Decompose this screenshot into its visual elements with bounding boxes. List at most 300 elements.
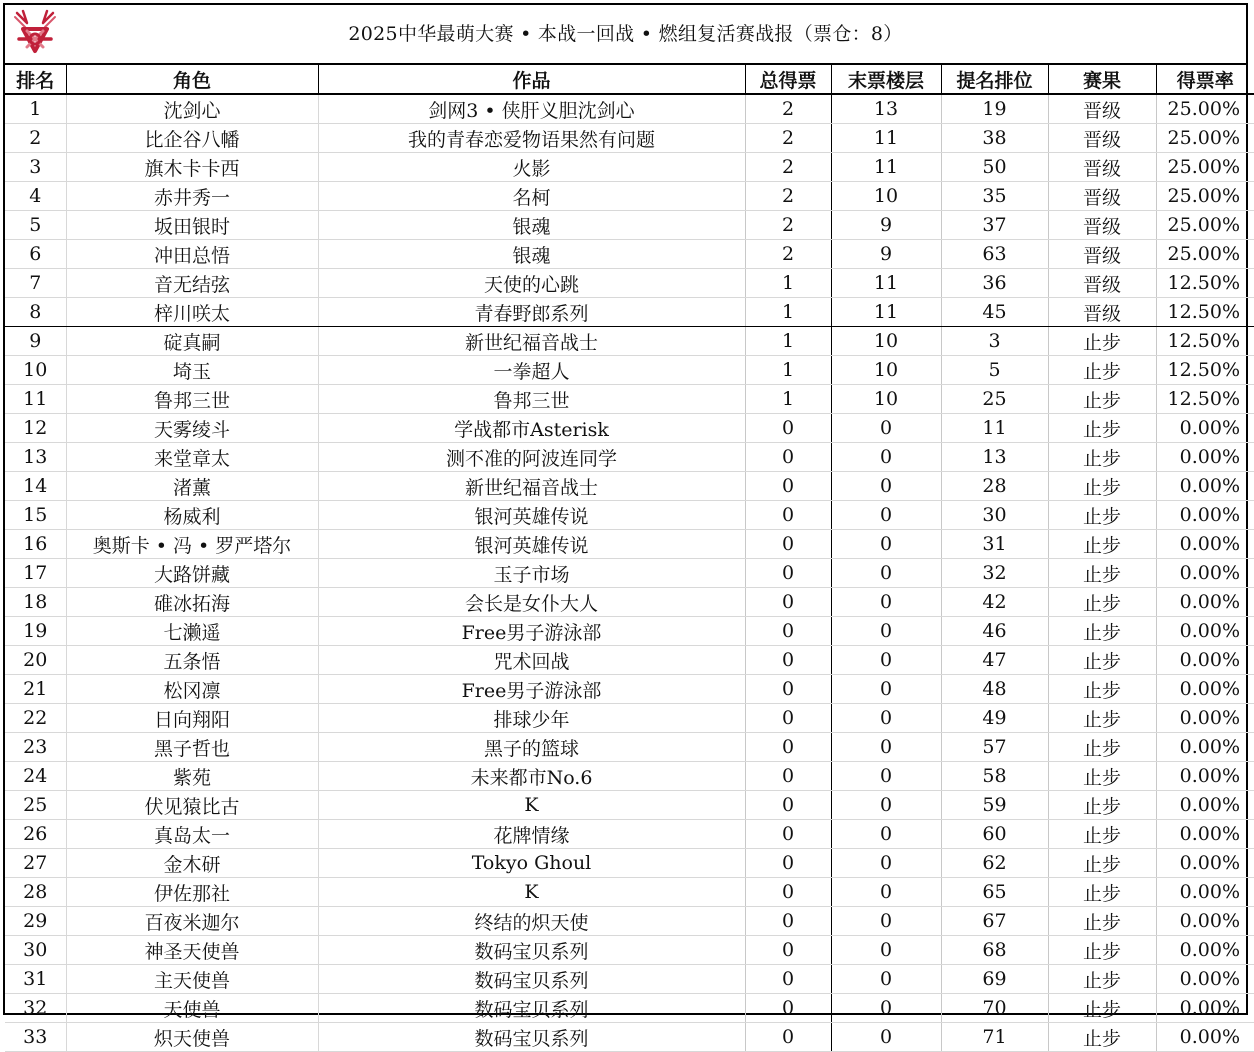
total-votes-cell: 0 bbox=[745, 443, 831, 472]
nomination-rank-cell: 45 bbox=[941, 298, 1048, 327]
nomination-rank-cell: 71 bbox=[941, 1023, 1048, 1052]
total-votes-cell: 0 bbox=[745, 878, 831, 907]
result-cell: 止步 bbox=[1048, 704, 1156, 733]
last-vote-floor-cell: 0 bbox=[831, 907, 941, 936]
table-row bbox=[5, 94, 1254, 124]
table-row bbox=[5, 385, 1254, 414]
nomination-rank-cell: 28 bbox=[941, 472, 1048, 501]
total-votes-cell: 2 bbox=[745, 211, 831, 240]
rank-cell: 29 bbox=[5, 907, 66, 936]
last-vote-floor-cell: 10 bbox=[831, 356, 941, 385]
vote-rate-cell: 0.00% bbox=[1156, 530, 1254, 559]
result-cell: 晋级 bbox=[1048, 211, 1156, 240]
result-cell: 晋级 bbox=[1048, 269, 1156, 298]
vote-rate-cell: 0.00% bbox=[1156, 907, 1254, 936]
work-cell: 数码宝贝系列 bbox=[318, 994, 745, 1023]
character-cell: 杨威利 bbox=[66, 501, 318, 530]
nomination-rank-cell: 68 bbox=[941, 936, 1048, 965]
table-row bbox=[5, 994, 1254, 1023]
work-cell: 银河英雄传说 bbox=[318, 530, 745, 559]
total-votes-cell: 0 bbox=[745, 820, 831, 849]
result-cell: 止步 bbox=[1048, 501, 1156, 530]
work-cell: Free男子游泳部 bbox=[318, 675, 745, 704]
nomination-rank-cell: 59 bbox=[941, 791, 1048, 820]
work-cell: 终结的炽天使 bbox=[318, 907, 745, 936]
last-vote-floor-cell: 0 bbox=[831, 704, 941, 733]
last-vote-floor-cell: 0 bbox=[831, 646, 941, 675]
table-row bbox=[5, 530, 1254, 559]
total-votes-cell: 1 bbox=[745, 385, 831, 414]
work-cell: 黑子的篮球 bbox=[318, 733, 745, 762]
vote-rate-cell: 0.00% bbox=[1156, 675, 1254, 704]
nomination-rank-cell: 70 bbox=[941, 994, 1048, 1023]
rank-cell: 7 bbox=[5, 269, 66, 298]
work-cell: 剑网3 • 侠肝义胆沈剑心 bbox=[318, 94, 745, 124]
work-cell: 排球少年 bbox=[318, 704, 745, 733]
result-cell: 止步 bbox=[1048, 559, 1156, 588]
results-table bbox=[5, 65, 1254, 1052]
character-cell: 松冈凛 bbox=[66, 675, 318, 704]
rank-cell: 13 bbox=[5, 443, 66, 472]
rank-cell: 21 bbox=[5, 675, 66, 704]
table-row bbox=[5, 646, 1254, 675]
header-result: 赛果 bbox=[1048, 65, 1156, 94]
total-votes-cell: 1 bbox=[745, 298, 831, 327]
rank-cell: 24 bbox=[5, 762, 66, 791]
rank-cell: 1 bbox=[5, 94, 66, 124]
character-cell: 坂田银时 bbox=[66, 211, 318, 240]
page-title: 2025中华最萌大赛 • 本战一回战 • 燃组复活赛战报（票仓：8） bbox=[348, 23, 903, 45]
total-votes-cell: 2 bbox=[745, 153, 831, 182]
result-cell: 止步 bbox=[1048, 675, 1156, 704]
vote-rate-cell: 0.00% bbox=[1156, 762, 1254, 791]
nomination-rank-cell: 48 bbox=[941, 675, 1048, 704]
total-votes-cell: 0 bbox=[745, 907, 831, 936]
character-cell: 日向翔阳 bbox=[66, 704, 318, 733]
rank-cell: 25 bbox=[5, 791, 66, 820]
header-total-votes: 总得票 bbox=[745, 65, 831, 94]
table-row bbox=[5, 501, 1254, 530]
last-vote-floor-cell: 9 bbox=[831, 240, 941, 269]
vote-rate-cell: 0.00% bbox=[1156, 1023, 1254, 1052]
table-row bbox=[5, 907, 1254, 936]
table-row bbox=[5, 240, 1254, 269]
last-vote-floor-cell: 0 bbox=[831, 472, 941, 501]
character-cell: 天雾绫斗 bbox=[66, 414, 318, 443]
total-votes-cell: 1 bbox=[745, 327, 831, 356]
vote-rate-cell: 25.00% bbox=[1156, 153, 1254, 182]
work-cell: 花牌情缘 bbox=[318, 820, 745, 849]
total-votes-cell: 2 bbox=[745, 240, 831, 269]
table-row bbox=[5, 878, 1254, 907]
vote-rate-cell: 25.00% bbox=[1156, 211, 1254, 240]
nomination-rank-cell: 47 bbox=[941, 646, 1048, 675]
result-cell: 止步 bbox=[1048, 530, 1156, 559]
table-row bbox=[5, 617, 1254, 646]
character-cell: 神圣天使兽 bbox=[66, 936, 318, 965]
result-cell: 止步 bbox=[1048, 762, 1156, 791]
vote-rate-cell: 0.00% bbox=[1156, 733, 1254, 762]
header-character: 角色 bbox=[66, 65, 318, 94]
table-row bbox=[5, 936, 1254, 965]
vote-rate-cell: 0.00% bbox=[1156, 617, 1254, 646]
total-votes-cell: 2 bbox=[745, 124, 831, 153]
rank-cell: 31 bbox=[5, 965, 66, 994]
result-cell: 止步 bbox=[1048, 878, 1156, 907]
header-vote-rate: 得票率 bbox=[1156, 65, 1254, 94]
work-cell: 银河英雄传说 bbox=[318, 501, 745, 530]
result-cell: 止步 bbox=[1048, 588, 1156, 617]
character-cell: 比企谷八幡 bbox=[66, 124, 318, 153]
total-votes-cell: 2 bbox=[745, 94, 831, 124]
result-cell: 晋级 bbox=[1048, 153, 1156, 182]
rank-cell: 14 bbox=[5, 472, 66, 501]
last-vote-floor-cell: 10 bbox=[831, 327, 941, 356]
header-rank: 排名 bbox=[5, 65, 66, 94]
title-bar bbox=[5, 5, 1246, 65]
nomination-rank-cell: 31 bbox=[941, 530, 1048, 559]
last-vote-floor-cell: 0 bbox=[831, 530, 941, 559]
vote-rate-cell: 12.50% bbox=[1156, 356, 1254, 385]
character-cell: 百夜米迦尔 bbox=[66, 907, 318, 936]
last-vote-floor-cell: 11 bbox=[831, 298, 941, 327]
table-row bbox=[5, 443, 1254, 472]
last-vote-floor-cell: 10 bbox=[831, 385, 941, 414]
table-row bbox=[5, 704, 1254, 733]
nomination-rank-cell: 46 bbox=[941, 617, 1048, 646]
total-votes-cell: 0 bbox=[745, 472, 831, 501]
vote-rate-cell: 25.00% bbox=[1156, 124, 1254, 153]
total-votes-cell: 2 bbox=[745, 182, 831, 211]
total-votes-cell: 0 bbox=[745, 791, 831, 820]
vote-rate-cell: 12.50% bbox=[1156, 298, 1254, 327]
rank-cell: 26 bbox=[5, 820, 66, 849]
rank-cell: 2 bbox=[5, 124, 66, 153]
character-cell: 梓川咲太 bbox=[66, 298, 318, 327]
nomination-rank-cell: 65 bbox=[941, 878, 1048, 907]
work-cell: 玉子市场 bbox=[318, 559, 745, 588]
work-cell: 数码宝贝系列 bbox=[318, 936, 745, 965]
work-cell: 鲁邦三世 bbox=[318, 385, 745, 414]
result-cell: 止步 bbox=[1048, 733, 1156, 762]
last-vote-floor-cell: 0 bbox=[831, 733, 941, 762]
rank-cell: 27 bbox=[5, 849, 66, 878]
result-cell: 晋级 bbox=[1048, 182, 1156, 211]
work-cell: 青春野郎系列 bbox=[318, 298, 745, 327]
table-row bbox=[5, 298, 1254, 327]
work-cell: Free男子游泳部 bbox=[318, 617, 745, 646]
total-votes-cell: 0 bbox=[745, 965, 831, 994]
result-cell: 止步 bbox=[1048, 791, 1156, 820]
character-cell: 埼玉 bbox=[66, 356, 318, 385]
total-votes-cell: 0 bbox=[745, 762, 831, 791]
result-cell: 晋级 bbox=[1048, 240, 1156, 269]
nomination-rank-cell: 35 bbox=[941, 182, 1048, 211]
rank-cell: 11 bbox=[5, 385, 66, 414]
nomination-rank-cell: 36 bbox=[941, 269, 1048, 298]
last-vote-floor-cell: 0 bbox=[831, 559, 941, 588]
result-cell: 止步 bbox=[1048, 414, 1156, 443]
character-cell: 碇真嗣 bbox=[66, 327, 318, 356]
total-votes-cell: 0 bbox=[745, 588, 831, 617]
nomination-rank-cell: 38 bbox=[941, 124, 1048, 153]
table-row bbox=[5, 182, 1254, 211]
character-cell: 五条悟 bbox=[66, 646, 318, 675]
rank-cell: 10 bbox=[5, 356, 66, 385]
character-cell: 渚薰 bbox=[66, 472, 318, 501]
rank-cell: 30 bbox=[5, 936, 66, 965]
table-row bbox=[5, 762, 1254, 791]
vote-rate-cell: 0.00% bbox=[1156, 501, 1254, 530]
result-cell: 止步 bbox=[1048, 472, 1156, 501]
result-cell: 止步 bbox=[1048, 327, 1156, 356]
character-cell: 天使兽 bbox=[66, 994, 318, 1023]
header-work: 作品 bbox=[318, 65, 745, 94]
table-row bbox=[5, 269, 1254, 298]
vote-rate-cell: 0.00% bbox=[1156, 443, 1254, 472]
table-row bbox=[5, 124, 1254, 153]
work-cell: 天使的心跳 bbox=[318, 269, 745, 298]
character-cell: 紫苑 bbox=[66, 762, 318, 791]
rank-cell: 33 bbox=[5, 1023, 66, 1052]
character-cell: 碓冰拓海 bbox=[66, 588, 318, 617]
work-cell: 未来都市No.6 bbox=[318, 762, 745, 791]
nomination-rank-cell: 60 bbox=[941, 820, 1048, 849]
last-vote-floor-cell: 13 bbox=[831, 94, 941, 124]
last-vote-floor-cell: 11 bbox=[831, 269, 941, 298]
character-cell: 七濑遥 bbox=[66, 617, 318, 646]
work-cell: K bbox=[318, 791, 745, 820]
rank-cell: 3 bbox=[5, 153, 66, 182]
work-cell: Tokyo Ghoul bbox=[318, 849, 745, 878]
total-votes-cell: 0 bbox=[745, 559, 831, 588]
nomination-rank-cell: 25 bbox=[941, 385, 1048, 414]
vote-rate-cell: 12.50% bbox=[1156, 385, 1254, 414]
result-cell: 止步 bbox=[1048, 820, 1156, 849]
work-cell: 会长是女仆大人 bbox=[318, 588, 745, 617]
nomination-rank-cell: 62 bbox=[941, 849, 1048, 878]
vote-rate-cell: 0.00% bbox=[1156, 936, 1254, 965]
vote-rate-cell: 0.00% bbox=[1156, 414, 1254, 443]
total-votes-cell: 1 bbox=[745, 356, 831, 385]
vote-rate-cell: 0.00% bbox=[1156, 994, 1254, 1023]
result-cell: 止步 bbox=[1048, 1023, 1156, 1052]
table-row bbox=[5, 356, 1254, 385]
table-row bbox=[5, 153, 1254, 182]
last-vote-floor-cell: 0 bbox=[831, 820, 941, 849]
work-cell: 新世纪福音战士 bbox=[318, 472, 745, 501]
total-votes-cell: 0 bbox=[745, 733, 831, 762]
character-cell: 金木研 bbox=[66, 849, 318, 878]
character-cell: 黑子哲也 bbox=[66, 733, 318, 762]
vote-rate-cell: 0.00% bbox=[1156, 646, 1254, 675]
total-votes-cell: 0 bbox=[745, 501, 831, 530]
work-cell: 数码宝贝系列 bbox=[318, 1023, 745, 1052]
last-vote-floor-cell: 0 bbox=[831, 965, 941, 994]
character-cell: 旗木卡卡西 bbox=[66, 153, 318, 182]
rank-cell: 9 bbox=[5, 327, 66, 356]
vote-rate-cell: 0.00% bbox=[1156, 820, 1254, 849]
rank-cell: 16 bbox=[5, 530, 66, 559]
work-cell: 名柯 bbox=[318, 182, 745, 211]
table-row bbox=[5, 820, 1254, 849]
nomination-rank-cell: 57 bbox=[941, 733, 1048, 762]
character-cell: 主天使兽 bbox=[66, 965, 318, 994]
nomination-rank-cell: 58 bbox=[941, 762, 1048, 791]
last-vote-floor-cell: 11 bbox=[831, 124, 941, 153]
result-cell: 止步 bbox=[1048, 617, 1156, 646]
header-nomination-rank: 提名排位 bbox=[941, 65, 1048, 94]
last-vote-floor-cell: 0 bbox=[831, 762, 941, 791]
nomination-rank-cell: 69 bbox=[941, 965, 1048, 994]
vote-rate-cell: 0.00% bbox=[1156, 559, 1254, 588]
nomination-rank-cell: 32 bbox=[941, 559, 1048, 588]
work-cell: 数码宝贝系列 bbox=[318, 965, 745, 994]
result-cell: 止步 bbox=[1048, 994, 1156, 1023]
rank-cell: 23 bbox=[5, 733, 66, 762]
character-cell: 大路饼藏 bbox=[66, 559, 318, 588]
rank-cell: 17 bbox=[5, 559, 66, 588]
work-cell: 新世纪福音战士 bbox=[318, 327, 745, 356]
nomination-rank-cell: 42 bbox=[941, 588, 1048, 617]
rank-cell: 4 bbox=[5, 182, 66, 211]
last-vote-floor-cell: 0 bbox=[831, 994, 941, 1023]
total-votes-cell: 0 bbox=[745, 849, 831, 878]
nomination-rank-cell: 63 bbox=[941, 240, 1048, 269]
last-vote-floor-cell: 0 bbox=[831, 849, 941, 878]
work-cell: 一拳超人 bbox=[318, 356, 745, 385]
rank-cell: 28 bbox=[5, 878, 66, 907]
last-vote-floor-cell: 0 bbox=[831, 617, 941, 646]
vote-rate-cell: 0.00% bbox=[1156, 849, 1254, 878]
work-cell: 测不准的阿波连同学 bbox=[318, 443, 745, 472]
table-row bbox=[5, 791, 1254, 820]
total-votes-cell: 0 bbox=[745, 936, 831, 965]
table-row bbox=[5, 965, 1254, 994]
rank-cell: 20 bbox=[5, 646, 66, 675]
work-cell: 我的青春恋爱物语果然有问题 bbox=[318, 124, 745, 153]
vote-rate-cell: 25.00% bbox=[1156, 182, 1254, 211]
result-cell: 止步 bbox=[1048, 849, 1156, 878]
total-votes-cell: 0 bbox=[745, 617, 831, 646]
work-cell: 银魂 bbox=[318, 240, 745, 269]
result-cell: 晋级 bbox=[1048, 94, 1156, 124]
result-cell: 止步 bbox=[1048, 356, 1156, 385]
rank-cell: 12 bbox=[5, 414, 66, 443]
result-cell: 止步 bbox=[1048, 385, 1156, 414]
nomination-rank-cell: 37 bbox=[941, 211, 1048, 240]
total-votes-cell: 1 bbox=[745, 269, 831, 298]
last-vote-floor-cell: 0 bbox=[831, 936, 941, 965]
table-row bbox=[5, 588, 1254, 617]
table-row bbox=[5, 211, 1254, 240]
nomination-rank-cell: 30 bbox=[941, 501, 1048, 530]
header-row bbox=[5, 65, 1254, 94]
work-cell: 火影 bbox=[318, 153, 745, 182]
nomination-rank-cell: 5 bbox=[941, 356, 1048, 385]
character-cell: 赤井秀一 bbox=[66, 182, 318, 211]
total-votes-cell: 0 bbox=[745, 646, 831, 675]
rank-cell: 22 bbox=[5, 704, 66, 733]
result-cell: 止步 bbox=[1048, 936, 1156, 965]
last-vote-floor-cell: 0 bbox=[831, 675, 941, 704]
work-cell: 银魂 bbox=[318, 211, 745, 240]
character-cell: 伊佐那社 bbox=[66, 878, 318, 907]
nomination-rank-cell: 67 bbox=[941, 907, 1048, 936]
vote-rate-cell: 0.00% bbox=[1156, 878, 1254, 907]
last-vote-floor-cell: 0 bbox=[831, 1023, 941, 1052]
last-vote-floor-cell: 0 bbox=[831, 501, 941, 530]
table-row bbox=[5, 849, 1254, 878]
table-row bbox=[5, 559, 1254, 588]
total-votes-cell: 0 bbox=[745, 414, 831, 443]
last-vote-floor-cell: 0 bbox=[831, 414, 941, 443]
character-cell: 来堂章太 bbox=[66, 443, 318, 472]
nomination-rank-cell: 49 bbox=[941, 704, 1048, 733]
rank-cell: 18 bbox=[5, 588, 66, 617]
result-cell: 晋级 bbox=[1048, 298, 1156, 327]
result-cell: 止步 bbox=[1048, 907, 1156, 936]
result-cell: 止步 bbox=[1048, 965, 1156, 994]
total-votes-cell: 0 bbox=[745, 1023, 831, 1052]
table-row bbox=[5, 414, 1254, 443]
rank-cell: 8 bbox=[5, 298, 66, 327]
vote-rate-cell: 25.00% bbox=[1156, 94, 1254, 124]
vote-rate-cell: 0.00% bbox=[1156, 588, 1254, 617]
character-cell: 真岛太一 bbox=[66, 820, 318, 849]
character-cell: 冲田总悟 bbox=[66, 240, 318, 269]
vote-rate-cell: 0.00% bbox=[1156, 472, 1254, 501]
rank-cell: 19 bbox=[5, 617, 66, 646]
results-sheet bbox=[3, 3, 1248, 1050]
last-vote-floor-cell: 11 bbox=[831, 153, 941, 182]
last-vote-floor-cell: 0 bbox=[831, 443, 941, 472]
total-votes-cell: 0 bbox=[745, 994, 831, 1023]
total-votes-cell: 0 bbox=[745, 530, 831, 559]
table-row bbox=[5, 1023, 1254, 1052]
nomination-rank-cell: 13 bbox=[941, 443, 1048, 472]
vote-rate-cell: 0.00% bbox=[1156, 791, 1254, 820]
rank-cell: 32 bbox=[5, 994, 66, 1023]
nomination-rank-cell: 50 bbox=[941, 153, 1048, 182]
vote-rate-cell: 0.00% bbox=[1156, 704, 1254, 733]
total-votes-cell: 0 bbox=[745, 675, 831, 704]
vote-rate-cell: 0.00% bbox=[1156, 965, 1254, 994]
work-cell: 咒术回战 bbox=[318, 646, 745, 675]
table-row bbox=[5, 472, 1254, 501]
character-cell: 奥斯卡 • 冯 • 罗严塔尔 bbox=[66, 530, 318, 559]
last-vote-floor-cell: 0 bbox=[831, 588, 941, 617]
total-votes-cell: 0 bbox=[745, 704, 831, 733]
character-cell: 伏见猿比古 bbox=[66, 791, 318, 820]
result-cell: 晋级 bbox=[1048, 124, 1156, 153]
last-vote-floor-cell: 9 bbox=[831, 211, 941, 240]
work-cell: K bbox=[318, 878, 745, 907]
rank-cell: 5 bbox=[5, 211, 66, 240]
last-vote-floor-cell: 0 bbox=[831, 878, 941, 907]
character-cell: 鲁邦三世 bbox=[66, 385, 318, 414]
header-last-vote-floor: 末票楼层 bbox=[831, 65, 941, 94]
rank-cell: 15 bbox=[5, 501, 66, 530]
table-row bbox=[5, 327, 1254, 356]
character-cell: 沈剑心 bbox=[66, 94, 318, 124]
nomination-rank-cell: 3 bbox=[941, 327, 1048, 356]
result-cell: 止步 bbox=[1048, 646, 1156, 675]
character-cell: 音无结弦 bbox=[66, 269, 318, 298]
vote-rate-cell: 12.50% bbox=[1156, 327, 1254, 356]
rank-cell: 6 bbox=[5, 240, 66, 269]
last-vote-floor-cell: 0 bbox=[831, 791, 941, 820]
